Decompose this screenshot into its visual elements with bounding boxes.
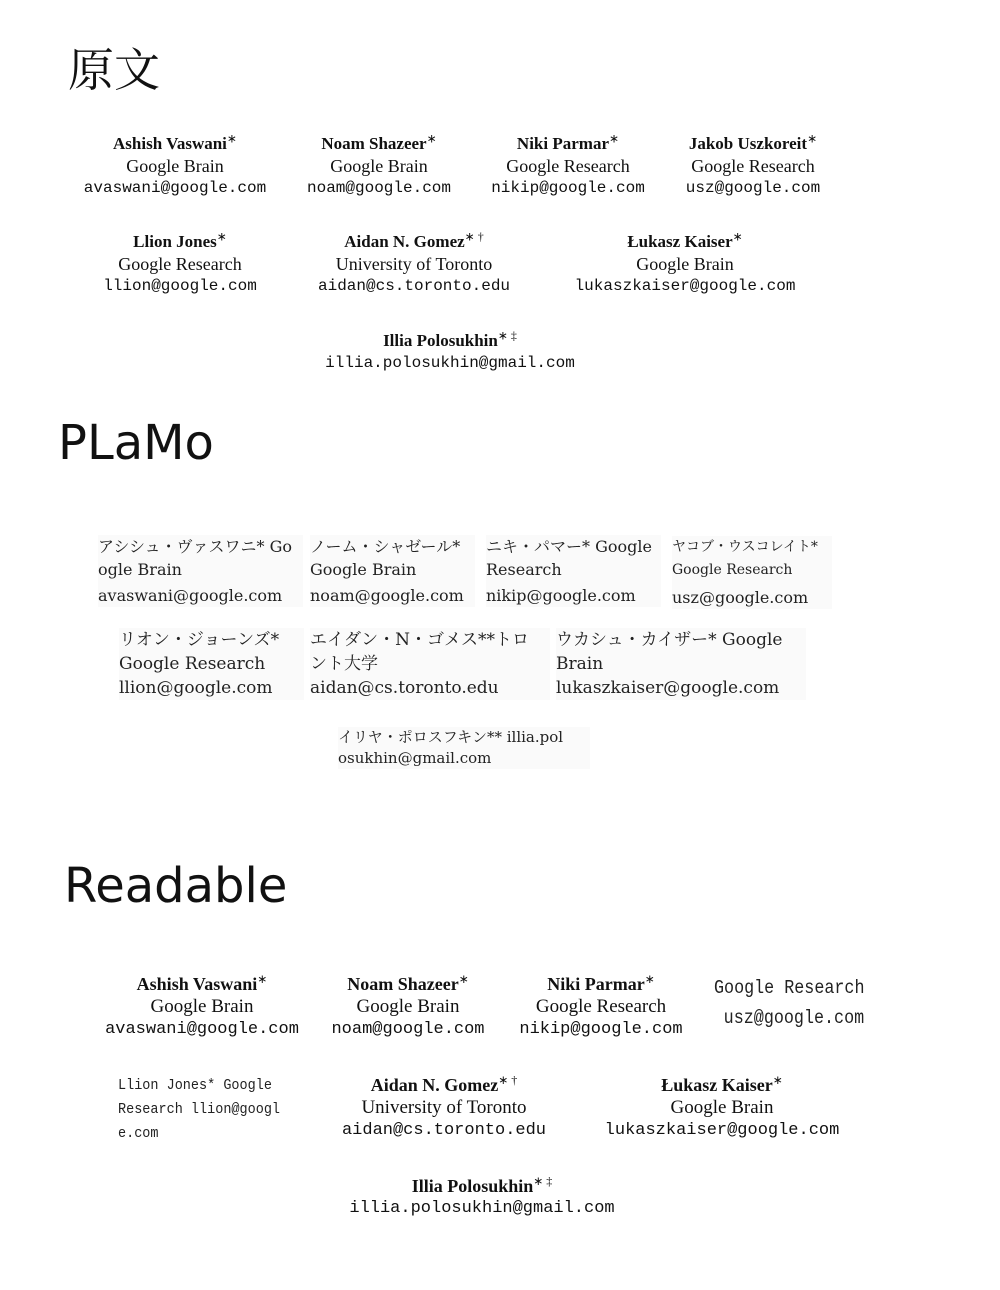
author-mark: ∗ (807, 131, 818, 146)
readable-line: Llion Jones* Google (118, 1077, 272, 1094)
plamo-line: avaswani@google.com (98, 586, 283, 605)
author-name: Łukasz Kaiser∗ (661, 1073, 783, 1095)
author-email: avaswani@google.com (83, 179, 267, 197)
author-block (298, 133, 460, 199)
author-name: Illia Polosukhin∗ ‡ (411, 1174, 553, 1196)
author-email: noam@google.com (306, 179, 452, 197)
section-title-plamo: PLaMo (58, 415, 214, 471)
plamo-line: ニキ・パマー* Google (486, 537, 652, 556)
author-email: lukaszkaiser@google.com (574, 277, 796, 295)
readable-llion-block (118, 1074, 280, 1146)
author-affiliation: Google Brain (126, 156, 224, 176)
author-mark: ∗ (644, 972, 655, 986)
author-block (482, 133, 654, 199)
author-block (338, 1175, 626, 1220)
plamo-author-block (556, 628, 806, 700)
author-email: nikip@google.com (491, 179, 645, 197)
author-mark: ∗ (732, 229, 743, 244)
plamo-line: nikip@google.com (486, 586, 636, 605)
plamo-line: osukhin@gmail.com (338, 749, 492, 767)
plamo-author-block (310, 535, 475, 607)
section-title-readable: Readable (64, 858, 288, 914)
plamo-line: usz@google.com (672, 588, 809, 607)
author-block (563, 231, 807, 297)
readable-line: e.com (118, 1125, 159, 1142)
plamo-line: Brain (556, 654, 604, 674)
author-name: Noam Shazeer∗ (347, 972, 469, 994)
author-block (95, 973, 309, 1041)
author-affiliation: Google Brain (330, 156, 428, 176)
plamo-line: Google Research (672, 562, 793, 578)
author-block (592, 1074, 852, 1142)
author-mark: ∗ (257, 972, 268, 986)
author-block (75, 133, 275, 199)
author-mark: ∗ (458, 972, 469, 986)
readable-line: Google Research (714, 977, 865, 999)
author-affiliation: Google Research (118, 254, 242, 274)
plamo-line: Google Research (119, 654, 266, 674)
author-block (510, 973, 692, 1041)
author-email: lukaszkaiser@google.com (604, 1121, 840, 1140)
author-name: Ashish Vaswani∗ (113, 131, 237, 153)
plamo-line: アシシュ・ヴァスワニ* Go (98, 537, 292, 556)
author-email: illia.polosukhin@gmail.com (349, 1199, 615, 1218)
plamo-line: Google Brain (310, 560, 417, 579)
author-mark: ∗ (772, 1073, 783, 1087)
author-affiliation: Google Brain (670, 1097, 774, 1118)
author-affiliation: Google Research (535, 996, 667, 1017)
author-affiliation: Google Brain (356, 996, 460, 1017)
author-block (312, 330, 588, 374)
plamo-line: lukaszkaiser@google.com (556, 678, 780, 698)
author-name: Llion Jones∗ (133, 229, 227, 251)
author-mark: ∗ (426, 131, 437, 146)
plamo-line: aidan@cs.toronto.edu (310, 678, 499, 698)
section-title-original: 原文 (68, 43, 160, 97)
plamo-author-block (119, 628, 304, 700)
author-email: aidan@cs.toronto.edu (317, 277, 511, 295)
author-name: Aidan N. Gomez∗ † (370, 1073, 518, 1095)
author-affiliation: University of Toronto (361, 1097, 527, 1118)
author-name: Illia Polosukhin∗ ‡ (383, 328, 517, 350)
author-email: illia.polosukhin@gmail.com (325, 354, 575, 372)
author-email: avaswani@google.com (105, 1020, 299, 1039)
readable-line: Research llion@googl (118, 1101, 281, 1118)
plamo-line: Research (486, 560, 562, 579)
author-mark: ∗ (226, 131, 237, 146)
plamo-line: ノーム・シャゼール* (310, 537, 461, 556)
author-block (672, 133, 834, 199)
author-name: Jakob Uszkoreit∗ (688, 131, 818, 153)
author-name: Łukasz Kaiser∗ (627, 229, 743, 251)
plamo-line: ogle Brain (98, 560, 182, 579)
author-mark: ∗ ‡ (533, 1174, 553, 1188)
author-name: Aidan N. Gomez∗ † (344, 229, 484, 251)
plamo-line: ント大学 (310, 654, 378, 674)
plamo-line: ウカシュ・カイザー* Google (556, 630, 783, 650)
plamo-line: noam@google.com (310, 586, 464, 605)
plamo-line: エイダン・N・ゴメス**トロ (310, 630, 530, 650)
author-mark: ∗ (216, 229, 227, 244)
author-email: nikip@google.com (519, 1020, 683, 1039)
author-name: Niki Parmar∗ (516, 131, 620, 153)
author-affiliation: Google Brain (150, 996, 254, 1017)
author-email: aidan@cs.toronto.edu (341, 1121, 547, 1140)
author-name: Ashish Vaswani∗ (136, 972, 268, 994)
plamo-author-block (672, 536, 832, 609)
plamo-author-block (338, 727, 590, 769)
author-affiliation: Google Research (506, 156, 630, 176)
author-mark: ∗ ‡ (497, 328, 517, 343)
author-block (305, 231, 523, 297)
plamo-line: イリヤ・ポロスフキン** illia.pol (338, 728, 564, 746)
author-affiliation: University of Toronto (335, 254, 493, 274)
author-affiliation: Google Research (691, 156, 815, 176)
author-mark: ∗ † (498, 1073, 518, 1087)
author-block (332, 1074, 556, 1142)
author-affiliation: Google Brain (636, 254, 734, 274)
plamo-line: llion@google.com (119, 678, 273, 698)
author-name: Noam Shazeer∗ (321, 131, 437, 153)
author-email: llion@google.com (103, 277, 257, 295)
author-block (322, 973, 494, 1041)
plamo-line: リオン・ジョーンズ* (119, 630, 280, 650)
plamo-line: ヤコブ・ウスコレイト* (672, 539, 818, 555)
author-email: usz@google.com (685, 179, 821, 197)
author-mark: ∗ (609, 131, 620, 146)
readable-line: usz@google.com (723, 1007, 865, 1029)
readable-jakob-block (714, 973, 865, 1033)
author-email: noam@google.com (331, 1020, 485, 1039)
author-block (94, 231, 266, 297)
plamo-author-block (98, 535, 303, 607)
author-name: Niki Parmar∗ (547, 972, 655, 994)
plamo-author-block (310, 628, 550, 700)
plamo-author-block (486, 535, 661, 607)
author-mark: ∗ † (464, 229, 484, 244)
